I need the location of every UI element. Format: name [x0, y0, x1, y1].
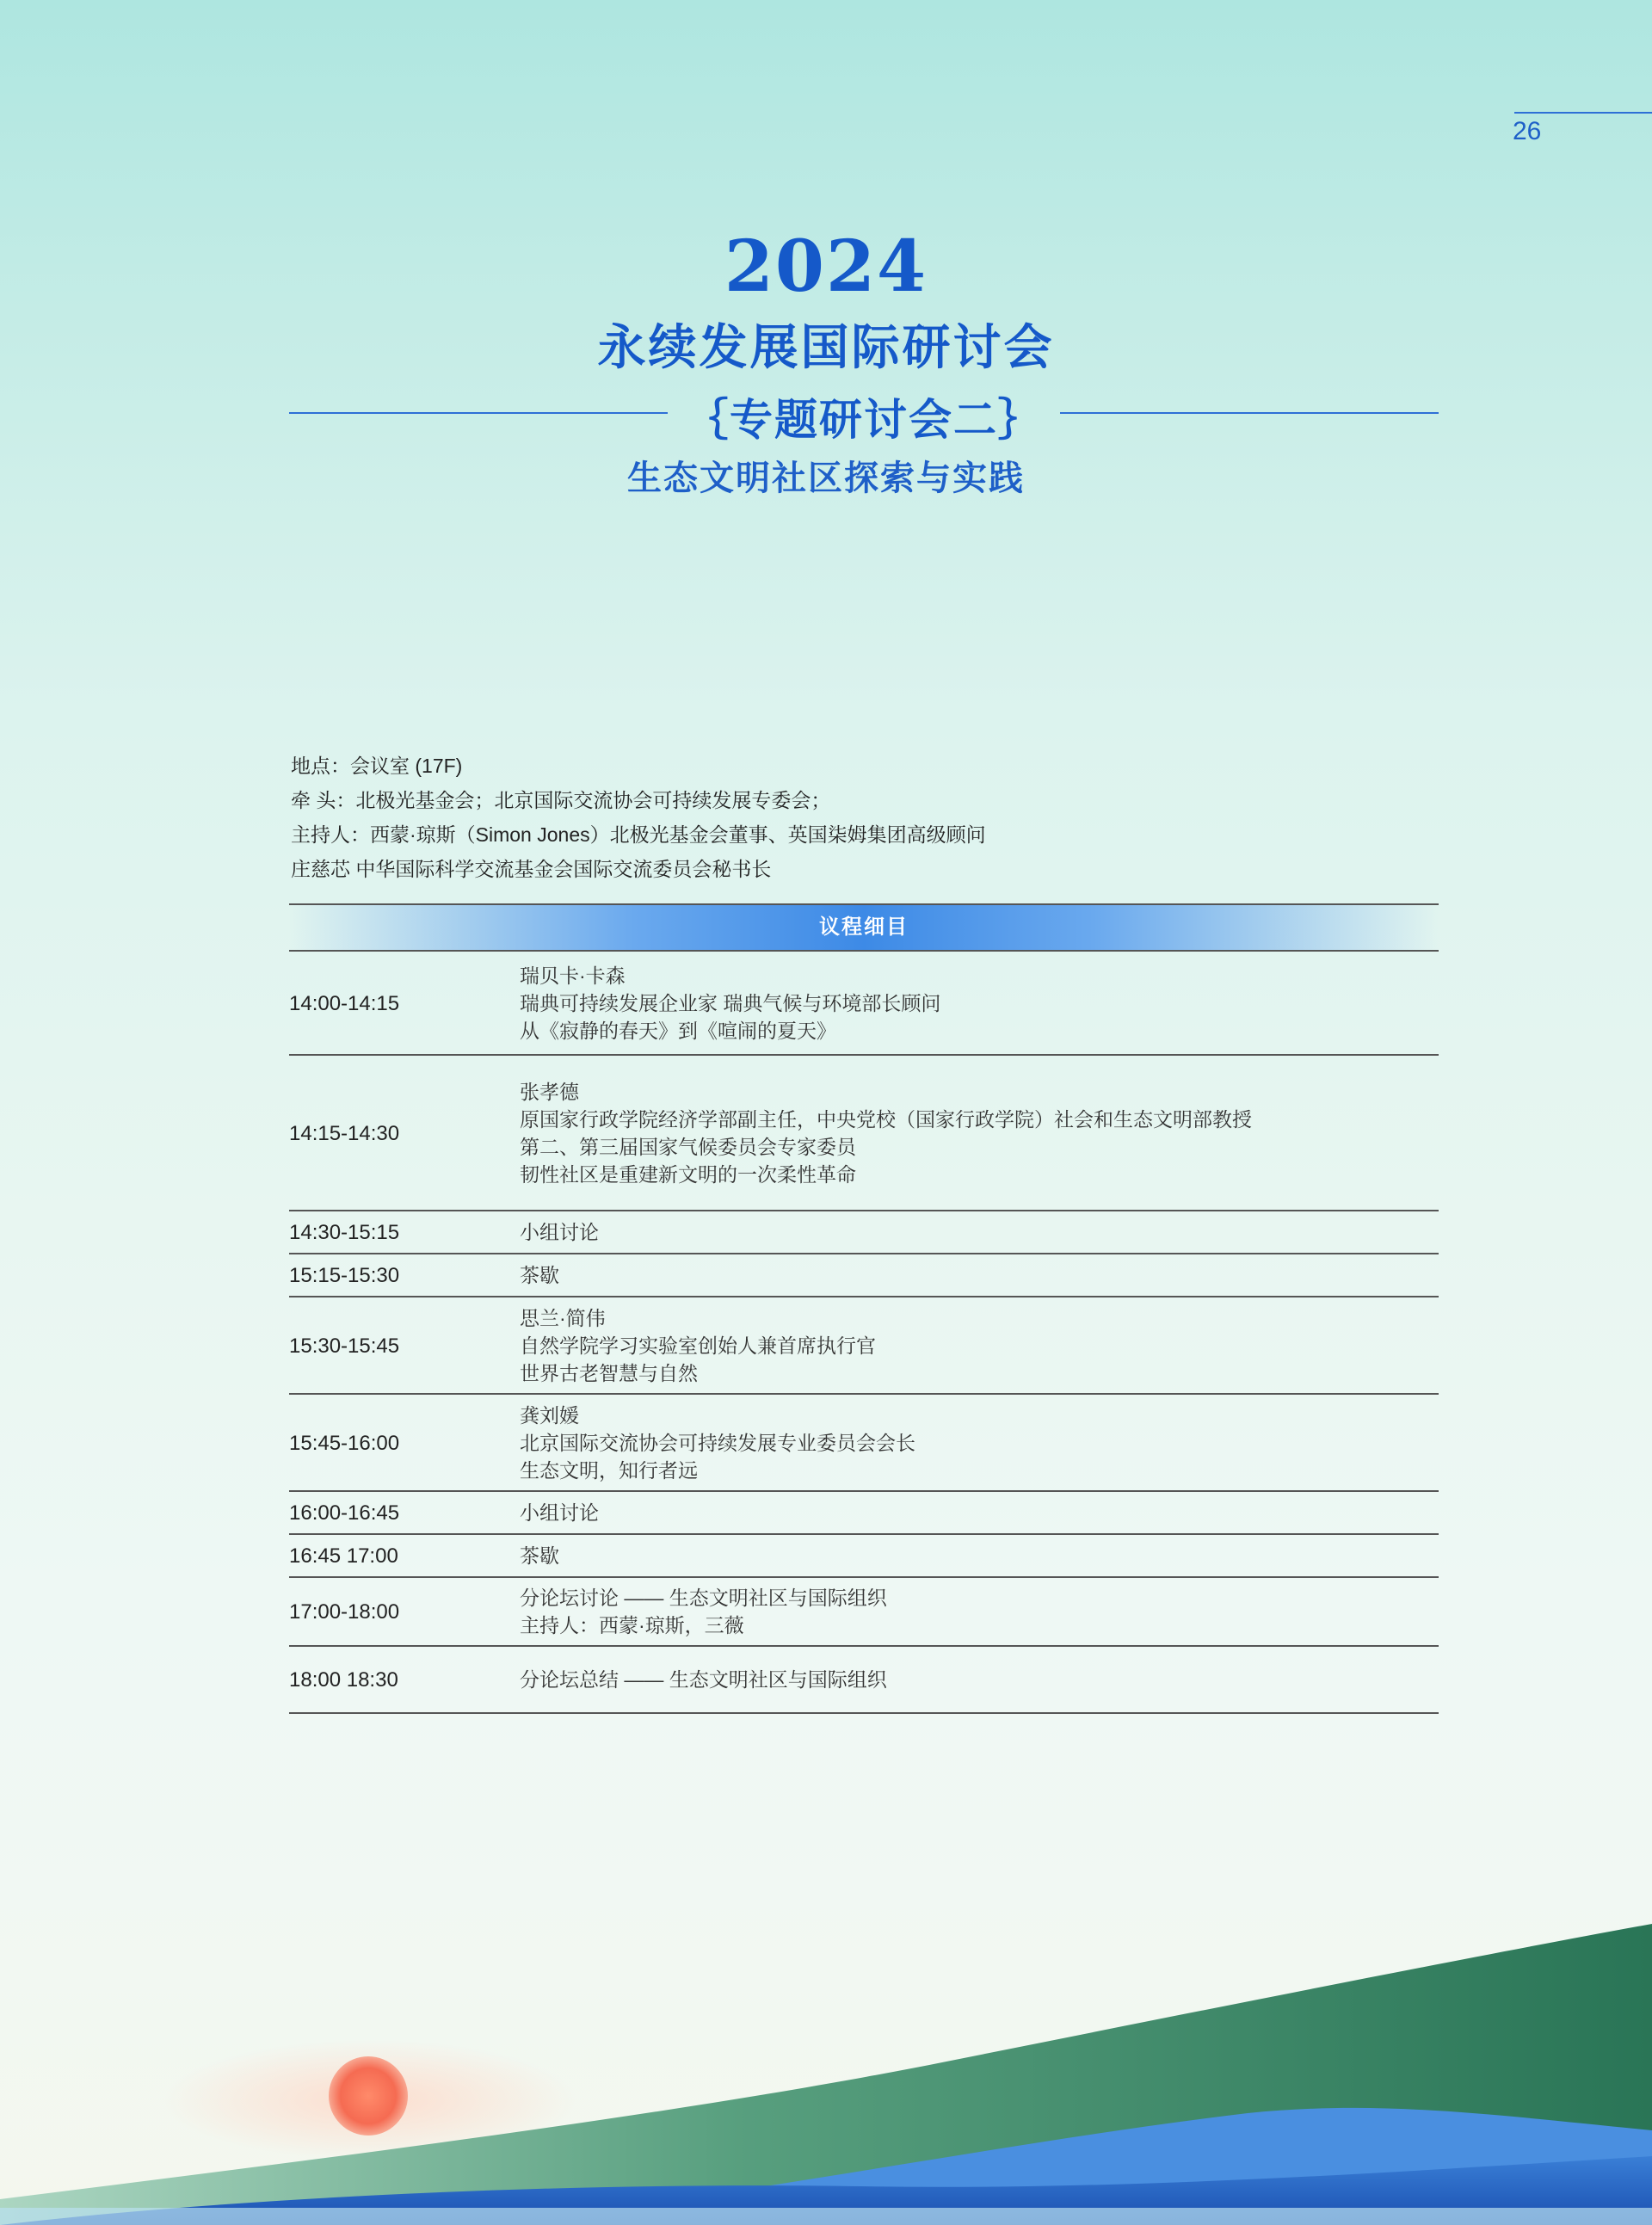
agenda-row [289, 1056, 1439, 1211]
agenda-detail-line: 茶歇 [520, 1544, 559, 1567]
agenda-time: 16:45 17:00 [289, 1544, 398, 1568]
agenda-row [289, 1254, 1439, 1297]
agenda-time: 17:00-18:00 [289, 1600, 400, 1624]
agenda-detail-line: 韧性社区是重建新文明的一次柔性革命 [520, 1162, 856, 1186]
agenda-detail-line: 瑞贝卡·卡森 [520, 964, 626, 987]
agenda-time: 15:45-16:00 [289, 1431, 400, 1455]
page-number-rule [1514, 112, 1652, 114]
agenda-time: 14:00-14:15 [289, 991, 400, 1015]
agenda-row [289, 1211, 1439, 1254]
agenda-detail-line: 主持人：西蒙·琼斯，三薇 [520, 1614, 744, 1636]
conference-year: 2024 [724, 225, 928, 308]
agenda-time: 15:30-15:45 [289, 1334, 400, 1358]
agenda-detail-line: 分论坛总结 —— 生态文明社区与国际组织 [520, 1668, 887, 1691]
agenda-detail-line: 第二、第三届国家气候委员会专家委员 [520, 1135, 856, 1158]
page-number: 26 [1513, 117, 1542, 145]
agenda-detail-line: 自然学院学习实验室创始人兼首席执行官 [520, 1334, 876, 1357]
agenda-row [289, 1647, 1439, 1714]
agenda-detail [520, 1666, 1439, 1693]
sun [329, 2056, 408, 2136]
agenda-detail [520, 1402, 1439, 1484]
session-info [291, 749, 986, 886]
agenda-row [289, 1578, 1439, 1647]
agenda-detail-line: 小组讨论 [520, 1221, 599, 1243]
agenda-detail [520, 1542, 1439, 1569]
agenda-row [289, 1395, 1439, 1492]
agenda-time: 16:00-16:45 [289, 1501, 400, 1525]
agenda-table [289, 903, 1439, 1714]
agenda-time: 18:00 18:30 [289, 1668, 398, 1692]
agenda-header: 议程细目 [289, 903, 1439, 952]
agenda-time: 14:30-15:15 [289, 1221, 400, 1244]
agenda-detail-line: 瑞典可持续发展企业家 瑞典气候与环境部长顾问 [520, 991, 941, 1014]
agenda-detail-line: 北京国际交流协会可持续发展专业委员会会长 [520, 1431, 915, 1454]
agenda-row [289, 1492, 1439, 1535]
agenda-time: 14:15-14:30 [289, 1121, 400, 1145]
agenda-time: 15:15-15:30 [289, 1264, 400, 1287]
agenda-detail-line: 小组讨论 [520, 1501, 599, 1524]
organizers-line: 牵 头：北极光基金会；北京国际交流协会可持续发展专委会； [291, 789, 831, 811]
agenda-detail-line: 分论坛讨论 —— 生态文明社区与国际组织 [520, 1587, 887, 1609]
agenda-detail-line: 生态文明，知行者远 [520, 1458, 698, 1482]
agenda-detail [520, 1584, 1439, 1639]
agenda-detail [520, 1218, 1439, 1246]
agenda-detail [520, 962, 1439, 1045]
agenda-detail-line: 世界古老智慧与自然 [520, 1361, 698, 1384]
agenda-detail-line: 思兰·简伟 [520, 1306, 606, 1329]
agenda-detail-line: 龚刘媛 [520, 1403, 579, 1427]
agenda-detail [520, 1499, 1439, 1526]
agenda-detail [520, 1078, 1439, 1188]
session-label: ｛专题研讨会二｝ [685, 394, 1043, 445]
agenda-detail [520, 1261, 1439, 1289]
agenda-detail [520, 1304, 1439, 1387]
agenda-detail-line: 原国家行政学院经济学部副主任，中央党校（国家行政学院）社会和生态文明部教授 [520, 1107, 1252, 1131]
agenda-rows [289, 952, 1439, 1714]
agenda-detail-line: 茶歇 [520, 1264, 559, 1286]
session-banner [289, 385, 1439, 445]
session-topic: 生态文明社区探索与实践 [627, 458, 1025, 498]
landscape-illustration [0, 1855, 1652, 2225]
agenda-row [289, 1297, 1439, 1395]
venue-line: 地点：会议室 (17F) [291, 755, 463, 777]
agenda-detail-line: 张孝德 [520, 1080, 579, 1103]
cohost-line: 庄慈芯 中华国际科学交流基金会国际交流委员会秘书长 [291, 858, 772, 880]
ground-strip [0, 2208, 1652, 2225]
agenda-detail-line: 从《寂静的春天》到《喧闹的夏天》 [520, 1019, 836, 1042]
host-line: 主持人：西蒙·琼斯（Simon Jones）北极光基金会董事、英国柒姆集团高级顾问 [291, 823, 986, 846]
agenda-row [289, 952, 1439, 1056]
conference-title: 永续发展国际研讨会 [597, 319, 1055, 376]
agenda-row [289, 1535, 1439, 1578]
